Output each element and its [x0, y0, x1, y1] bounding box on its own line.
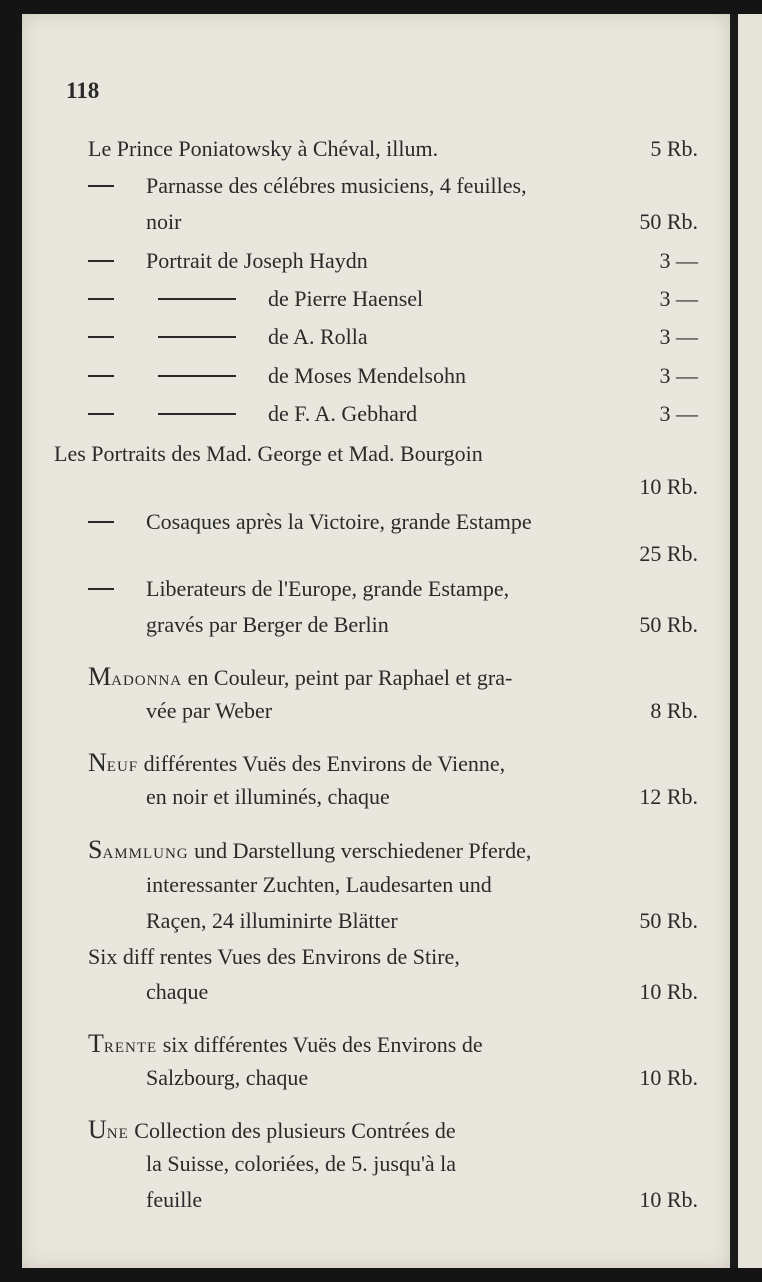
catalog-entry-continuation — [66, 979, 698, 1011]
entry-price: 3 — — [659, 324, 698, 349]
ditto-dash — [88, 521, 114, 523]
initial-capital: T — [88, 1029, 104, 1058]
small-caps-word: NE — [106, 1126, 129, 1142]
entry-text: Le Prince Poniatowsky à Chéval, illum. — [88, 136, 439, 161]
catalog-entry — [66, 173, 698, 205]
catalog-entry — [66, 835, 698, 867]
entry-price: 10 Rb. — [639, 474, 698, 499]
catalog-entry-continuation — [66, 612, 698, 644]
entry-price: 3 — — [659, 401, 698, 426]
entry-price: 25 Rb. — [639, 541, 698, 566]
entry-text: Liberateurs de l'Europe, grande Estampe, — [146, 576, 510, 601]
catalog-entry — [66, 944, 698, 976]
entry-text: feuille — [146, 1187, 203, 1212]
catalog-entry-continuation — [66, 908, 698, 940]
initial-capital: U — [88, 1115, 107, 1144]
entry-text: en noir et illuminés, chaque — [146, 784, 390, 809]
catalog-entry — [66, 363, 698, 395]
entry-text: Parnasse des célébres musiciens, 4 feuilles, — [146, 173, 527, 198]
catalog-entry-continuation — [66, 872, 698, 904]
entry-text: gravés par Berger de Berlin — [146, 612, 389, 637]
entry-price: 8 Rb. — [650, 698, 698, 723]
initial-capital: S — [88, 835, 103, 864]
entry-text: de Pierre Haensel — [268, 286, 424, 311]
ditto-dash — [88, 185, 114, 187]
entry-price: 12 Rb. — [639, 784, 698, 809]
entry-text: la Suisse, coloriées, de 5. jusqu'à la — [146, 1151, 457, 1176]
entry-text: de Moses Mendelsohn — [268, 363, 466, 388]
entry-text: Cosaques après la Victoire, grande Estampe — [146, 509, 532, 534]
catalog-entry — [66, 401, 698, 433]
entry-text: de F. A. Gebhard — [268, 401, 418, 426]
initial-capital: N — [88, 748, 107, 777]
entry-text-rest: en Couleur, peint par Raphael et gra- — [182, 665, 513, 690]
entry-price: 10 Rb. — [639, 1187, 698, 1212]
entry-text — [88, 662, 512, 692]
entry-text: Salzbourg, chaque — [146, 1065, 309, 1090]
entry-price: 50 Rb. — [639, 908, 698, 933]
entry-text: Portrait de Joseph Haydn — [146, 248, 368, 273]
entry-price: 50 Rb. — [639, 612, 698, 637]
catalog-entry-continuation — [66, 474, 698, 506]
catalog-entry-continuation — [66, 784, 698, 816]
entry-text-rest: différentes Vuës des Environs de Vienne, — [138, 751, 506, 776]
facing-page-edge — [738, 14, 762, 1268]
ditto-long-dash — [158, 298, 236, 300]
entry-text-rest: und Darstellung verschiedener Pferde, — [188, 838, 532, 863]
entry-price: 3 — — [659, 248, 698, 273]
small-caps-word: EUF — [106, 759, 139, 775]
entry-text: chaque — [146, 979, 209, 1004]
ditto-dash — [88, 298, 114, 300]
entry-price: 3 — — [659, 286, 698, 311]
ditto-dash — [88, 375, 114, 377]
ditto-long-dash — [158, 375, 236, 377]
catalog-entry — [66, 576, 698, 608]
initial-capital: M — [88, 662, 112, 691]
entry-text — [88, 835, 531, 865]
catalog-entry-continuation — [66, 698, 698, 730]
catalog-entry-continuation — [66, 1065, 698, 1097]
ditto-dash — [88, 260, 114, 262]
entry-price: 10 Rb. — [639, 1065, 698, 1090]
page-number: 118 — [66, 78, 100, 103]
entry-text: interessanter Zuchten, Laudesarten und — [146, 872, 492, 897]
entry-price: 10 Rb. — [639, 979, 698, 1004]
entry-text: de A. Rolla — [268, 324, 368, 349]
entry-text: Six diff rentes Vues des Environs de Stire, — [88, 944, 460, 969]
catalog-entry-continuation — [66, 541, 698, 573]
entry-text: noir — [146, 209, 182, 234]
ditto-long-dash — [158, 336, 236, 338]
ditto-dash — [88, 336, 114, 338]
catalog-entry — [66, 136, 698, 168]
entry-text-rest: Collection des plusieurs Contrées de — [128, 1118, 456, 1143]
ditto-dash — [88, 588, 114, 590]
catalog-entry — [66, 748, 698, 780]
catalog-entry — [66, 324, 698, 356]
ditto-long-dash — [158, 413, 236, 415]
catalog-entry-continuation — [66, 209, 698, 241]
entry-text — [88, 1029, 483, 1059]
catalog-entry — [66, 286, 698, 318]
catalog-entry — [66, 662, 698, 694]
catalog-entry-continuation — [66, 1187, 698, 1219]
entry-text-rest: six différentes Vuës des Environs de — [157, 1032, 483, 1057]
catalog-entry — [66, 509, 698, 541]
entry-price: 3 — — [659, 363, 698, 388]
entry-price: 50 Rb. — [639, 209, 698, 234]
ditto-dash — [88, 413, 114, 415]
entry-text — [88, 748, 505, 778]
catalog-entry-continuation — [66, 1151, 698, 1183]
small-caps-word: AMMLUNG — [102, 846, 189, 862]
page-gutter — [730, 14, 738, 1268]
small-caps-word: ADONNA — [111, 673, 183, 689]
catalog-entry — [66, 248, 698, 280]
entry-text: Les Portraits des Mad. George et Mad. Bourgoin — [54, 441, 483, 466]
entry-price: 5 Rb. — [650, 136, 698, 161]
small-caps-word: RENTE — [103, 1040, 158, 1056]
catalog-entry — [66, 1115, 698, 1147]
entry-text: vée par Weber — [146, 698, 273, 723]
entry-text: Raçen, 24 illuminirte Blätter — [146, 908, 398, 933]
catalog-entry — [54, 441, 698, 473]
catalog-entry — [66, 1029, 698, 1061]
entry-text — [88, 1115, 456, 1145]
